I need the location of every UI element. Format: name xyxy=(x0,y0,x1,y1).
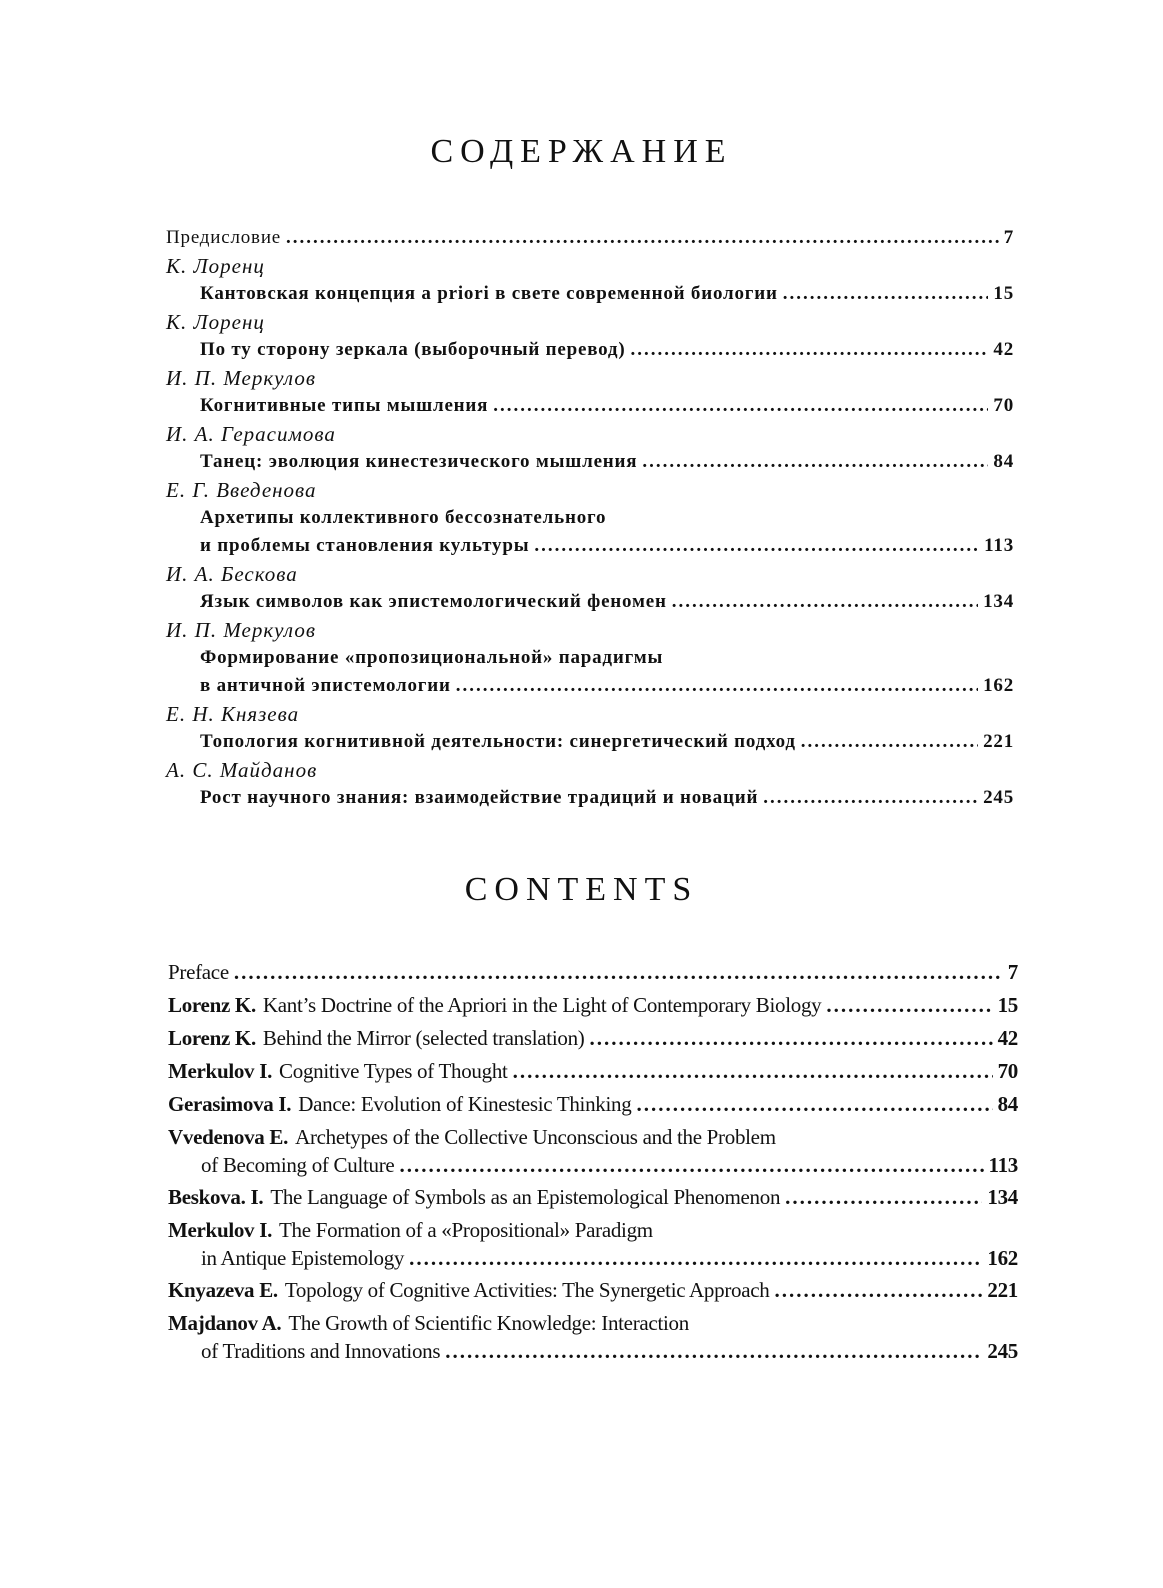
en-toc-entry xyxy=(168,1090,1018,1119)
page-number: 162 xyxy=(983,675,1014,696)
en-toc-entry xyxy=(168,1123,1018,1179)
dot-leader xyxy=(513,1057,993,1086)
en-toc-entry xyxy=(168,1057,1018,1086)
en-toc-line[interactable] xyxy=(168,1338,1018,1365)
dot-leader xyxy=(801,728,978,756)
ru-toc-entry xyxy=(166,224,1014,252)
en-toc-list xyxy=(168,958,1018,1369)
page-number: 245 xyxy=(983,787,1014,808)
ru-toc-line[interactable] xyxy=(166,504,1014,532)
page-number: 134 xyxy=(983,591,1014,612)
entry-title-line1: Формирование «пропозициональной» парадигмы xyxy=(200,647,664,668)
page-number: 70 xyxy=(993,395,1014,416)
dot-leader xyxy=(763,784,978,812)
ru-toc-entry xyxy=(166,308,1014,364)
entry-author: Majdanov A. xyxy=(168,1311,282,1335)
dot-leader xyxy=(493,392,988,420)
entry-author: Vvedenova E. xyxy=(168,1125,289,1149)
ru-toc-line[interactable] xyxy=(166,392,1014,420)
entry-title-line2: и проблемы становления культуры xyxy=(200,535,530,556)
entry-title: The Language of Symbols as an Epistemological Phenomenon xyxy=(270,1185,781,1209)
ru-toc-line[interactable] xyxy=(166,728,1014,756)
ru-toc-list xyxy=(166,224,1014,812)
ru-toc-entry xyxy=(166,616,1014,700)
entry-title: Preface xyxy=(168,960,229,984)
en-toc-line[interactable] xyxy=(168,1245,1018,1272)
en-toc-line[interactable] xyxy=(168,1152,1018,1179)
en-toc-line[interactable] xyxy=(168,1276,1018,1305)
ru-toc-line[interactable] xyxy=(166,280,1014,308)
dot-leader xyxy=(589,1024,992,1053)
entry-author: Merkulov I. xyxy=(168,1059,273,1083)
entry-author: Merkulov I. xyxy=(168,1218,273,1242)
ru-toc-line[interactable] xyxy=(166,644,1014,672)
entry-author: Knyazeva E. xyxy=(168,1278,278,1302)
ru-toc-entry xyxy=(166,252,1014,308)
en-toc-entry xyxy=(168,958,1018,987)
entry-title: Topology of Cognitive Activities: The Synergetic Approach xyxy=(284,1278,770,1302)
entry-author: К. Лоренц xyxy=(166,254,265,278)
page-number: 221 xyxy=(987,1278,1018,1302)
entry-author: Beskova. I. xyxy=(168,1185,264,1209)
en-toc-entry xyxy=(168,1309,1018,1365)
entry-title: Когнитивные типы мышления xyxy=(200,395,489,416)
ru-toc-line[interactable] xyxy=(166,784,1014,812)
page-number: 7 xyxy=(1003,227,1014,248)
entry-author: И. П. Меркулов xyxy=(166,618,316,642)
dot-leader xyxy=(445,1338,982,1365)
ru-toc-title: СОДЕРЖАНИЕ xyxy=(430,133,733,170)
entry-title: Танец: эволюция кинестезического мышления xyxy=(200,451,638,472)
dot-leader xyxy=(783,280,989,308)
en-toc-entry xyxy=(168,1024,1018,1053)
entry-title-line1: The Formation of a «Propositional» Paradigm xyxy=(279,1218,653,1242)
page-number: 7 xyxy=(1007,960,1018,984)
page-number: 245 xyxy=(987,1339,1018,1363)
entry-author: И. П. Меркулов xyxy=(166,366,316,390)
entry-author: К. Лоренц xyxy=(166,310,265,334)
en-toc-line[interactable] xyxy=(168,1057,1018,1086)
entry-author: Е. Н. Князева xyxy=(166,702,300,726)
dot-leader xyxy=(672,588,978,616)
entry-author: И. А. Герасимова xyxy=(166,422,336,446)
dot-leader xyxy=(630,336,988,364)
entry-title: Язык символов как эпистемологический феномен xyxy=(200,591,667,612)
page-number: 134 xyxy=(987,1185,1018,1209)
dot-leader xyxy=(636,1090,992,1119)
entry-title: Рост научного знания: взаимодействие традиций и новаций xyxy=(200,787,759,808)
en-toc-line[interactable] xyxy=(168,1123,1018,1152)
entry-title: Cognitive Types of Thought xyxy=(279,1059,508,1083)
entry-title: Топология когнитивной деятельности: синергетический подход xyxy=(200,731,796,752)
entry-title-line1: The Growth of Scientific Knowledge: Interaction xyxy=(288,1311,689,1335)
entry-title: Dance: Evolution of Kinestesic Thinking xyxy=(298,1092,632,1116)
en-toc-entry xyxy=(168,1183,1018,1212)
ru-toc-entry xyxy=(166,420,1014,476)
entry-author: Е. Г. Введенова xyxy=(166,478,317,502)
entry-title-line2: of Traditions and Innovations xyxy=(201,1339,441,1363)
page-number: 15 xyxy=(997,993,1018,1017)
dot-leader xyxy=(785,1183,982,1212)
ru-toc-entry xyxy=(166,756,1014,812)
page-number: 84 xyxy=(997,1092,1018,1116)
en-toc-line[interactable] xyxy=(168,1216,1018,1245)
ru-toc-entry xyxy=(166,364,1014,420)
en-toc-line[interactable] xyxy=(168,958,1018,987)
en-toc-entry xyxy=(168,1276,1018,1305)
entry-author: Lorenz K. xyxy=(168,1026,256,1050)
entry-title: Кантовская концепция a priori в свете современной биологии xyxy=(200,283,778,304)
ru-toc-line[interactable] xyxy=(166,448,1014,476)
en-toc-line[interactable] xyxy=(168,991,1018,1020)
entry-title-line1: Архетипы коллективного бессознательного xyxy=(200,507,607,528)
en-toc-title: CONTENTS xyxy=(464,871,699,908)
entry-title: По ту сторону зеркала (выборочный перевод) xyxy=(200,339,626,360)
ru-toc-line[interactable] xyxy=(166,336,1014,364)
page-number: 113 xyxy=(984,535,1014,556)
ru-toc-line[interactable] xyxy=(166,588,1014,616)
entry-title: Behind the Mirror (selected translation) xyxy=(262,1026,585,1050)
page-number: 70 xyxy=(997,1059,1018,1083)
ru-toc-entry xyxy=(166,700,1014,756)
ru-toc-line[interactable] xyxy=(166,224,1014,252)
entry-title: Предисловие xyxy=(166,227,282,248)
page-number: 113 xyxy=(988,1153,1018,1177)
en-toc-line[interactable] xyxy=(168,1090,1018,1119)
ru-toc-entry xyxy=(166,560,1014,616)
page-number: 42 xyxy=(993,339,1014,360)
entry-author: И. А. Бескова xyxy=(166,562,298,586)
page-number: 84 xyxy=(993,451,1014,472)
ru-toc-line[interactable] xyxy=(166,532,1014,560)
entry-title-line2: в античной эпистемологии xyxy=(200,675,451,696)
en-toc-line[interactable] xyxy=(168,1024,1018,1053)
ru-toc-entry xyxy=(166,476,1014,560)
dot-leader xyxy=(826,991,992,1020)
page-number: 221 xyxy=(983,731,1014,752)
en-toc-entry xyxy=(168,991,1018,1020)
dot-leader xyxy=(456,672,978,700)
dot-leader xyxy=(642,448,988,476)
en-toc-line[interactable] xyxy=(168,1183,1018,1212)
en-toc-entry xyxy=(168,1216,1018,1272)
entry-title-line2: in Antique Epistemology xyxy=(201,1246,405,1270)
entry-author: Gerasimova I. xyxy=(168,1092,292,1116)
entry-title-line2: of Becoming of Culture xyxy=(201,1153,395,1177)
dot-leader xyxy=(774,1276,982,1305)
page-number: 42 xyxy=(997,1026,1018,1050)
dot-leader xyxy=(399,1152,983,1179)
page-number: 15 xyxy=(993,283,1014,304)
entry-author: Lorenz K. xyxy=(168,993,256,1017)
dot-leader xyxy=(409,1245,982,1272)
dot-leader xyxy=(534,532,979,560)
entry-title-line1: Archetypes of the Collective Unconscious and the Problem xyxy=(295,1125,776,1149)
entry-title: Kant’s Doctrine of the Apriori in the Light of Contemporary Biology xyxy=(262,993,822,1017)
ru-toc-line[interactable] xyxy=(166,672,1014,700)
page-number: 162 xyxy=(987,1246,1018,1270)
dot-leader xyxy=(286,224,999,252)
dot-leader xyxy=(234,958,1003,987)
en-toc-line[interactable] xyxy=(168,1309,1018,1338)
entry-author: А. С. Майданов xyxy=(166,758,318,782)
